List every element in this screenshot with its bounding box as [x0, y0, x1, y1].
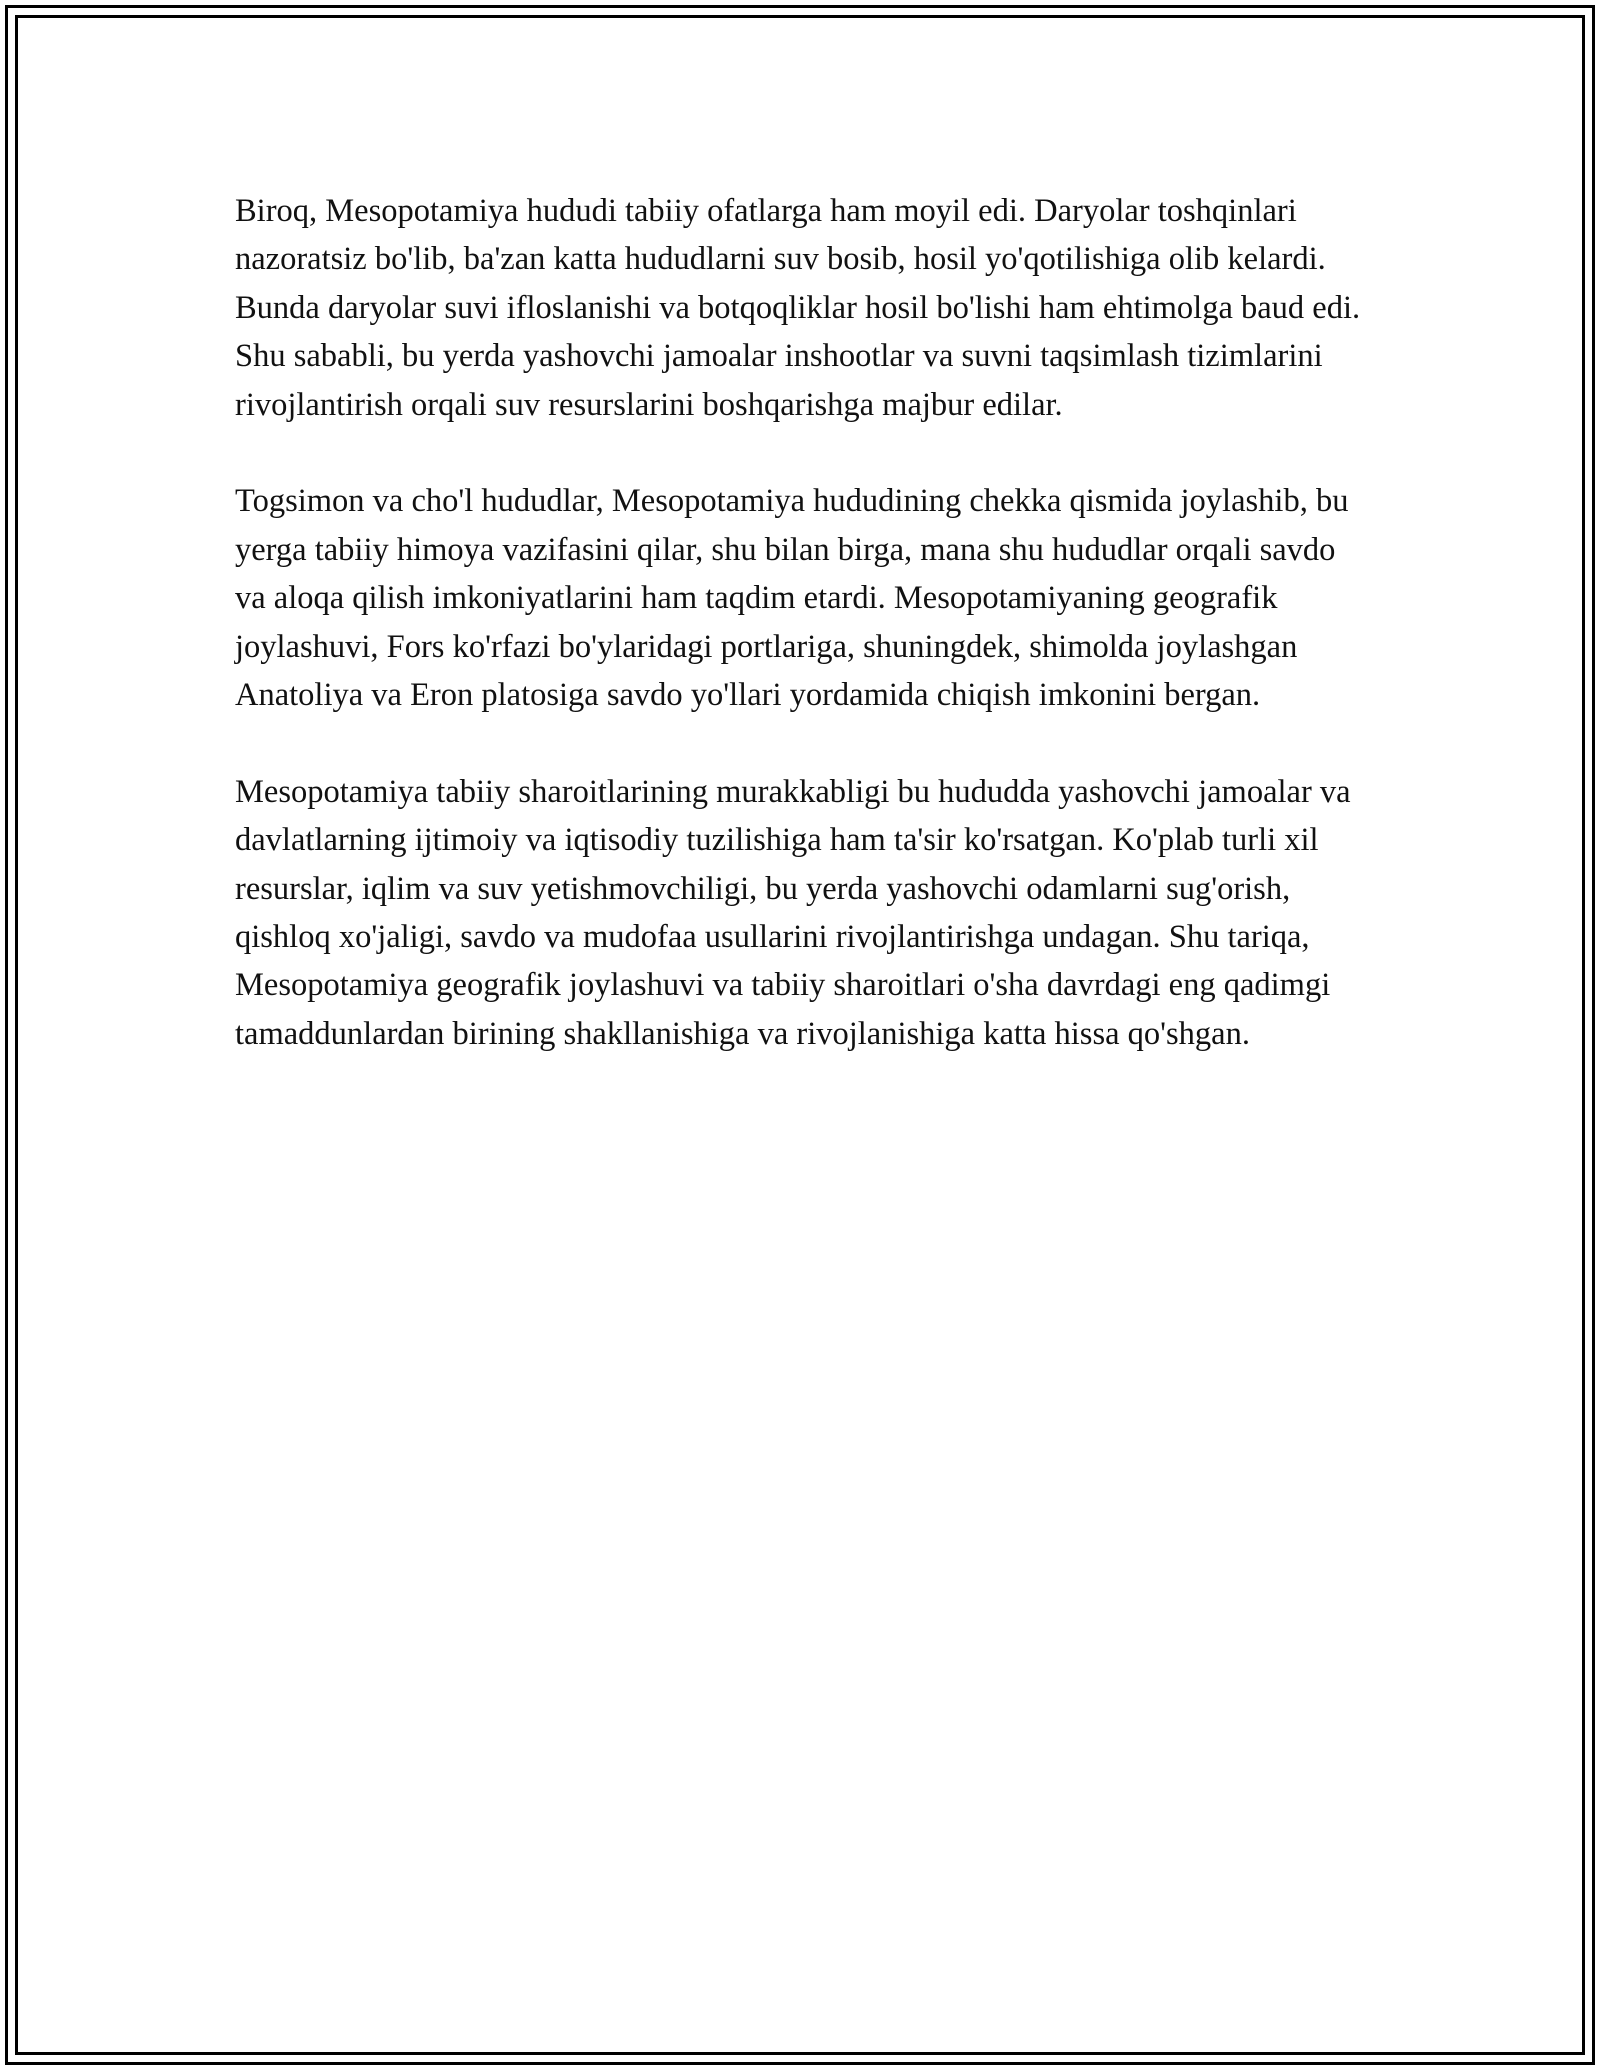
paragraph-2: Togsimon va cho'l hududlar, Mesopotamiya hududining chekka qismida joylashib, bu yerga tabiiy himoya vazifasini qilar, shu bilan birga, mana shu hududlar orqali savdo va aloqa qilish imkoniyatlarini ham taqdim etardi. Mesopotamiyaning geografik joylashuvi, Fors ko'rfazi bo'ylaridagi portlariga, shuningdek, shimolda joylashgan Anatoliya va Eron platosiga savdo yo'llari yordamida chiqish imkonini bergan.	[235, 483, 1349, 714]
paragraph-3: Mesopotamiya tabiiy sharoitlarining murakkabligi bu hududda yashovchi jamoalar va davlatlarning ijtimoiy va iqtisodiy tuzilishiga ham ta'sir ko'rsatgan. Ko'plab turli xil resurslar, iqlim va suv yetishmovchiligi, bu yerda yashovchi odamlarni sug'orish, qishloq xo'jaligi, savdo va mudofaa usullarini rivojlantirishga undagan. Shu tariqa, Mesopotamiya geografik joylashuvi va tabiiy sharoitlari o'sha davrdagi eng qadimgi tamaddunlardan birining shakllanishiga va rivojlanishiga katta hissa qo'shgan.	[235, 773, 1351, 1052]
document-body	[235, 187, 1365, 1058]
paragraph-1: Biroq, Mesopotamiya hududi tabiiy ofatlarga ham moyil edi. Daryolar toshqinlari nazoratsiz bo'lib, ba'zan katta hududlarni suv bosib, hosil yo'qotilishiga olib kelardi. Bunda daryolar suvi ifloslanishi va botqoqliklar hosil bo'lishi ham ehtimolga baud edi. Shu sababli, bu yerda yashovchi jamoalar inshootlar va suvni taqsimlash tizimlarini rivojlantirish orqali suv resurslarini boshqarishga majbur edilar.	[235, 193, 1361, 423]
